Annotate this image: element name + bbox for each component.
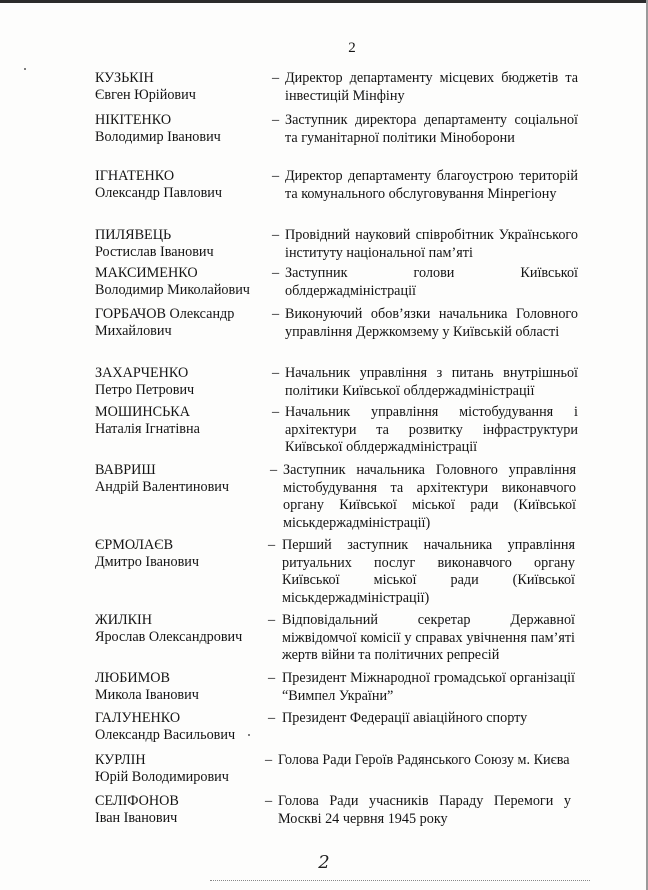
dash-separator: –	[268, 612, 276, 628]
dash-separator: –	[265, 793, 273, 809]
person-name	[95, 112, 265, 146]
dash-separator: –	[272, 365, 280, 381]
surname: МОШИНСЬКА	[95, 404, 190, 420]
surname: ЛЮБИМОВ	[95, 670, 170, 686]
surname: МАКСИМЕНКО	[95, 265, 198, 281]
surname: КУРЛІН	[95, 752, 146, 768]
surname: ГОРБАЧОВ Олександр	[95, 306, 235, 322]
given-names: Петро Петрович	[95, 382, 195, 398]
page-number: 2	[348, 40, 356, 56]
surname: ГАЛУНЕНКО	[95, 710, 181, 726]
position-description: Начальник управління з питань внутрішньої політики Київської облдержадміністрації	[285, 365, 578, 399]
person-name	[95, 168, 265, 202]
person-name	[95, 70, 265, 104]
person-name	[95, 462, 265, 496]
dash-separator: –	[272, 70, 280, 86]
dash-separator: –	[268, 710, 276, 726]
scan-top-edge	[0, 0, 648, 3]
surname: ВАВРИШ	[95, 462, 156, 478]
person-name	[95, 612, 265, 646]
position-description: Виконуючий обов’язки начальника Головного управління Держкомзему у Київській області	[285, 306, 578, 340]
given-names: Євген Юрійович	[95, 87, 196, 103]
given-names: Наталія Ігнатівна	[95, 421, 200, 437]
given-names: Іван Іванович	[95, 810, 178, 826]
surname: ІГНАТЕНКО	[95, 168, 175, 184]
position-description: Голова Ради учасників Параду Перемоги у Москві 24 червня 1945 року	[278, 793, 571, 827]
position-description: Голова Ради Героїв Радянського Союзу м. Києва	[278, 752, 570, 768]
person-name	[95, 227, 265, 261]
given-names: Андрій Валентинович	[95, 479, 229, 495]
dash-separator: –	[268, 537, 276, 553]
position-description: Заступник начальника Головного управління містобудування та архітектури виконавчого органу Київської міської ради (Київської міськдержадміністрації)	[283, 462, 576, 531]
given-names: Юрій Володимирович	[95, 769, 229, 785]
position-description: Президент Міжнародної громадської організації “Вимпел України”	[282, 670, 575, 704]
surname: ЗАХАРЧЕНКО	[95, 365, 189, 381]
given-names: Микола Іванович	[95, 687, 199, 703]
given-names: Володимир Іванович	[95, 129, 221, 145]
person-name	[95, 365, 265, 399]
surname: ЄРМОЛАЄВ	[95, 537, 174, 553]
person-name	[95, 265, 265, 299]
given-names: Ярослав Олександрович	[95, 629, 243, 645]
person-name	[95, 306, 265, 340]
surname: КУЗЬКІН	[95, 70, 154, 86]
dash-separator: –	[272, 168, 280, 184]
position-description: Президент Федерації авіаційного спорту	[282, 710, 528, 726]
position-description: Начальник управління містобудування і архітектури та розвитку інфраструктури Київської облдержадміністрації	[285, 404, 578, 455]
dash-separator: –	[272, 306, 280, 322]
person-name	[95, 537, 265, 571]
surname: ПИЛЯВЕЦЬ	[95, 227, 172, 243]
person-name	[95, 670, 265, 704]
given-names: Олександр Павлович	[95, 185, 223, 201]
person-name	[95, 710, 265, 744]
position-description: Директор департаменту місцевих бюджетів та інвестицій Мінфіну	[285, 70, 578, 104]
surname: СЕЛІФОНОВ	[95, 793, 179, 809]
surname: НІКІТЕНКО	[95, 112, 172, 128]
given-names: Володимир Миколайович	[95, 282, 250, 298]
handwritten-page-number: 2	[318, 852, 330, 873]
person-name	[95, 793, 265, 827]
scan-bottom-edge	[210, 880, 590, 882]
given-names: Ростислав Іванович	[95, 244, 214, 260]
dash-separator: –	[265, 752, 273, 768]
scan-speck	[248, 734, 250, 736]
dash-separator: –	[272, 265, 280, 281]
surname: ЖИЛКІН	[95, 612, 153, 628]
dash-separator: –	[270, 462, 278, 478]
given-names: Михайлович	[95, 323, 172, 339]
given-names: Дмитро Іванович	[95, 554, 200, 570]
position-description: Перший заступник начальника управління ритуальних послуг виконавчого органу Київської міської ради (Київської міськдержадміністрації)	[282, 537, 575, 606]
scan-speck	[24, 68, 26, 70]
person-name	[95, 404, 265, 438]
position-description: Відповідальний секретар Державної міжвідомчої комісії у справах увічнення пам’яті жертв війни та політичних репресій	[282, 612, 575, 663]
position-description: Заступник голови Київської облдержадміністрації	[285, 265, 578, 299]
position-description: Провідний науковий співробітник Українського інституту національної пам’яті	[285, 227, 578, 261]
given-names: Олександр Васильович	[95, 727, 236, 743]
position-description: Директор департаменту благоустрою територій та комунального обслуговування Мінрегіону	[285, 168, 578, 202]
person-name	[95, 752, 265, 786]
dash-separator: –	[272, 112, 280, 128]
position-description: Заступник директора департаменту соціальної та гуманітарної політики Міноборони	[285, 112, 578, 146]
dash-separator: –	[272, 227, 280, 243]
dash-separator: –	[272, 404, 280, 420]
dash-separator: –	[268, 670, 276, 686]
